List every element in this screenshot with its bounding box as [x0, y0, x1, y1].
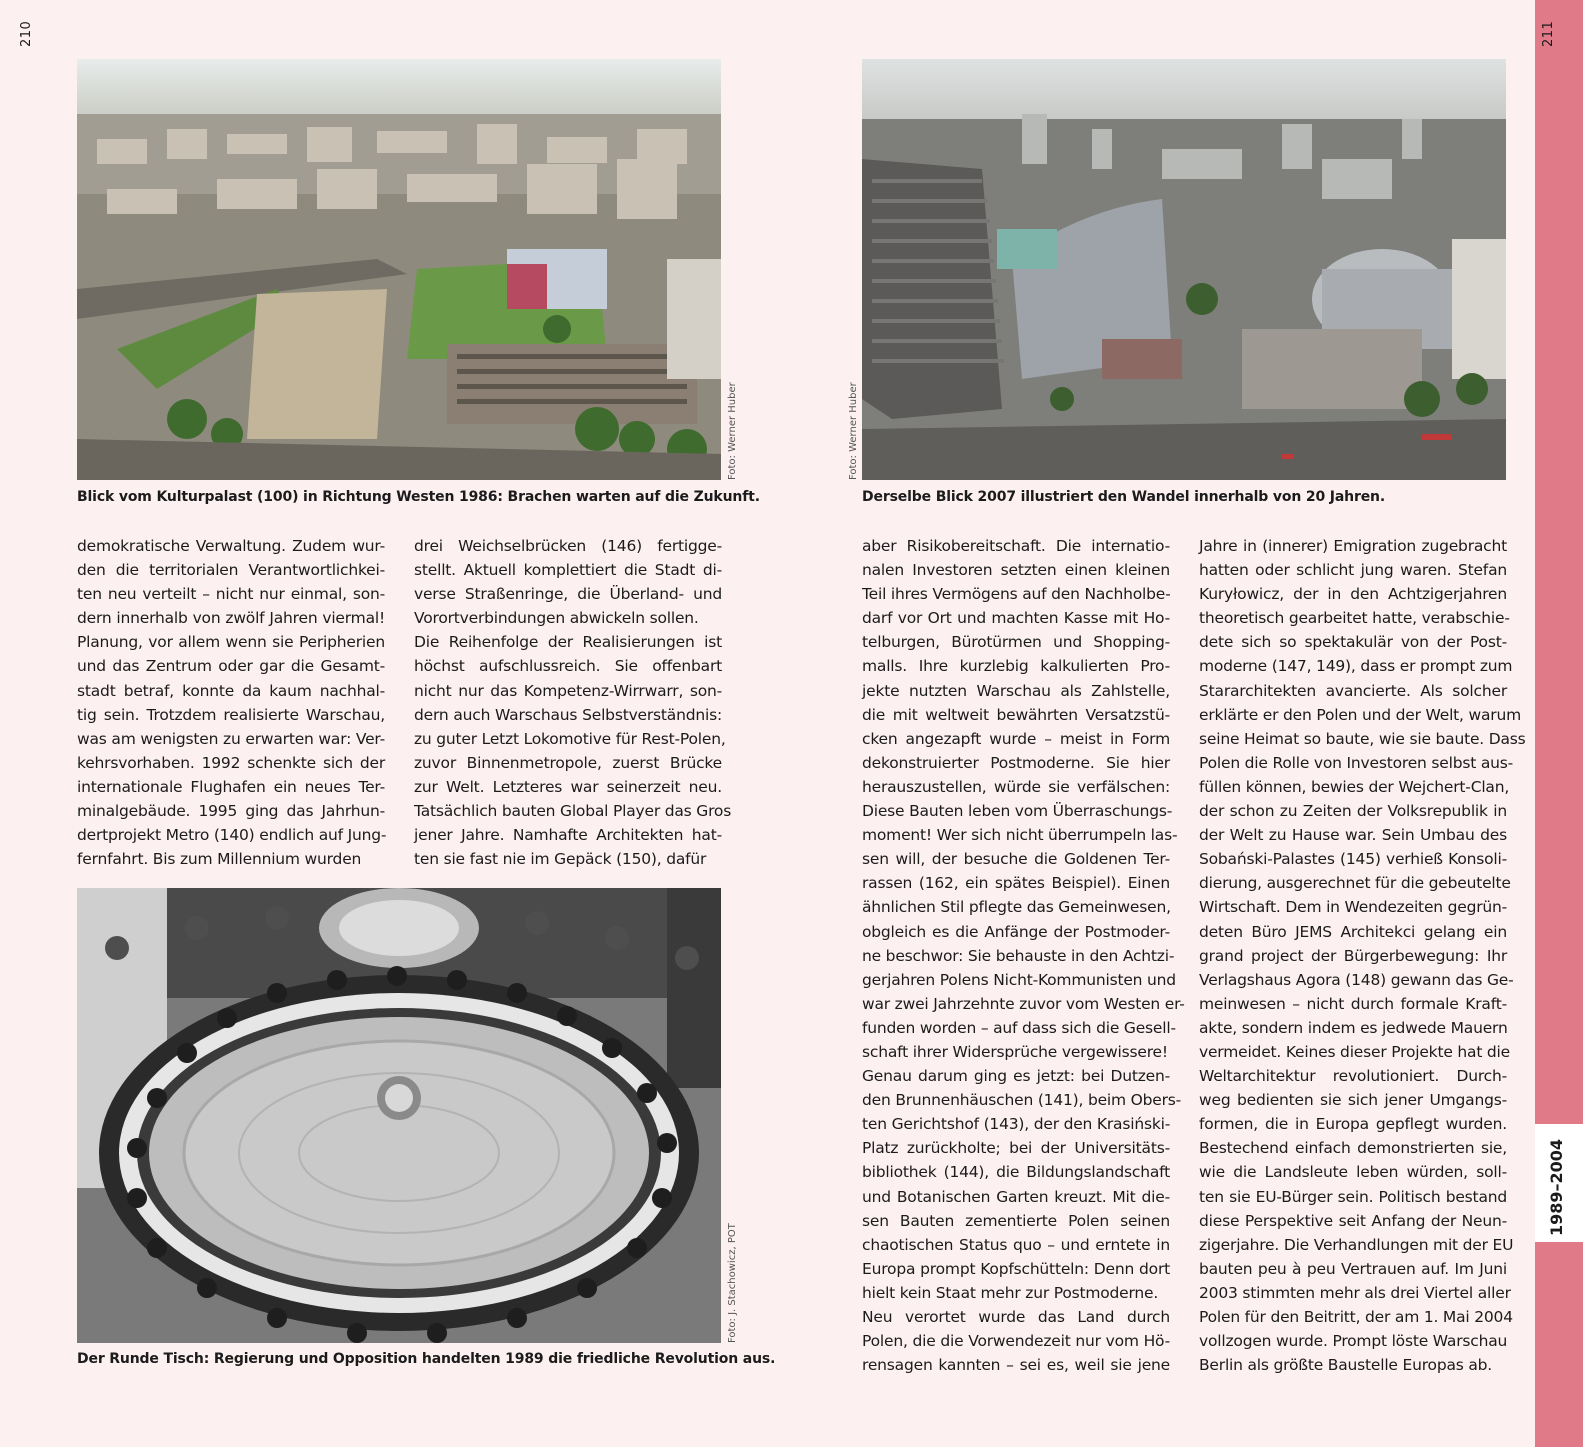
photo-caption: Der Runde Tisch: Regierung und Opposition handelten 1989 die friedliche Revolution aus. — [77, 1351, 776, 1367]
text-line: tig sein. Trotzdem realisierte Warschau, — [77, 705, 385, 724]
text-line: moment! Wer sich nicht überrumpeln las- — [862, 826, 1178, 845]
text-line: Berlin als größte Baustelle Europas ab. — [1199, 1356, 1493, 1375]
text-line: Neu verortet wurde das Land durch — [862, 1308, 1170, 1326]
text-line: 2003 stimmten mehr als drei Viertel aller — [1199, 1283, 1511, 1302]
text-line: verse Straßenringe, die Überland- und — [414, 585, 722, 604]
text-line: Stararchitekten avancierte. Als solcher — [1199, 681, 1507, 700]
text-line: formen, die in Europa gepflegt wurden. — [1199, 1115, 1507, 1134]
text-line: funden worden – auf dass sich die Gesell- — [862, 1018, 1176, 1037]
text-line: und das Zentrum oder gar die Gesamt- — [77, 657, 385, 676]
text-line: Wirtschaft. Dem in Wendezeiten gegrün- — [1199, 898, 1508, 917]
text-line: der schon zu Zeiten der Volksrepublik in — [1199, 802, 1507, 821]
text-line: herauszustellen, würde sie verfälschen: — [862, 777, 1170, 796]
text-line: zigerjahre. Die Verhandlungen mit der EU — [1199, 1235, 1514, 1254]
text-line: ähnlichen Stil pflegte das Gemeinwesen, — [862, 898, 1171, 917]
text-line: seine Heimat so baute, wie sie baute. Dass — [1199, 729, 1526, 748]
text-line: internationale Flughafen ein neues Ter- — [77, 777, 385, 796]
text-line: nicht nur das Kompetenz-Wirrwarr, son- — [414, 681, 722, 700]
text-line: dertprojekt Metro (140) endlich auf Jung- — [77, 826, 387, 845]
text-line: dern innerhalb von zwölf Jahren viermal! — [77, 609, 385, 628]
text-line: Genau darum ging es jetzt: bei Dutzen- — [862, 1067, 1170, 1086]
text-line: Polen die Rolle von Investoren selbst aus- — [1199, 753, 1514, 772]
text-line: Planung, vor allem wenn sie Peripherien — [77, 633, 385, 652]
text-column-1 — [77, 534, 385, 871]
text-line: gerjahren Polens Nicht-Kommunisten und — [862, 970, 1176, 989]
text-line: Verlagshaus Agora (148) gewann das Ge- — [1199, 970, 1514, 989]
text-line: chaotischen Status quo – und erntete in — [862, 1235, 1170, 1254]
text-column-2 — [414, 534, 732, 871]
text-line: fernfahrt. Bis zum Millennium wurden — [77, 850, 362, 869]
text-line: bibliothek (144), die Bildungslandschaft — [862, 1163, 1170, 1182]
text-line: ten sie EU-Bürger sein. Politisch bestand — [1199, 1187, 1507, 1206]
text-line: Polen für den Beitritt, der am 1. Mai 2004 — [1199, 1308, 1513, 1326]
photo-credit: Foto: Werner Huber — [727, 382, 738, 480]
text-line: demokratische Verwaltung. Zudem wur- — [77, 537, 385, 555]
photo-credit: Foto: Werner Huber — [848, 382, 859, 480]
photo-caption: Derselbe Blick 2007 illustriert den Wandel innerhalb von 20 Jahren. — [862, 489, 1386, 505]
text-line: ten Gerichtshof (143), der den Krasiński- — [862, 1115, 1171, 1134]
text-line: sen Bauten zementierte Polen seinen — [862, 1211, 1170, 1230]
text-line: dekonstruierter Postmoderne. Sie hier — [862, 753, 1170, 772]
text-line: minalgebäude. 1995 ging das Jahrhun- — [77, 802, 385, 821]
text-line: dete sich so spektakulär von der Post- — [1199, 633, 1507, 652]
text-line: rassen (162, ein spätes Beispiel). Einen — [862, 874, 1170, 893]
text-line: Weltarchitektur revolutioniert. Durch- — [1199, 1067, 1507, 1086]
text-line: malls. Ihre kurzlebig kalkulierten Pro- — [862, 657, 1170, 676]
text-line: war zwei Jahrzehnte zuvor vom Westen er- — [862, 994, 1185, 1013]
text-line: erklärte er den Polen und der Welt, warum — [1199, 705, 1521, 724]
text-line: cken angezapft wurde – meist in Form — [862, 729, 1170, 748]
text-line: bauten peu à peu Vertrauen auf. Im Juni — [1199, 1259, 1507, 1278]
text-line: vollzogen wurde. Prompt löste Warschau — [1199, 1332, 1508, 1351]
text-line: moderne (147, 149), dass er prompt zum — [1199, 657, 1513, 676]
text-line: den die territorialen Verantwortlichkei- — [77, 561, 385, 580]
photo-warsaw-2007 — [862, 59, 1506, 480]
text-line: Teil ihres Vermögens auf den Nachholbe- — [862, 585, 1171, 604]
text-line: zuvor Binnenmetropole, zuerst Brücke — [414, 753, 722, 772]
photo-warsaw-1986 — [77, 59, 721, 480]
text-line: die mit weltweit bewährten Versatzstü- — [862, 705, 1170, 724]
text-line: Sobański-Palastes (145) verhieß Konsoli- — [1199, 850, 1507, 869]
text-line: höchst aufschlussreich. Sie offenbart — [414, 657, 722, 676]
text-line: theoretisch gearbeitet hatte, verabschie- — [1199, 609, 1510, 628]
page-number-left: 210 — [19, 20, 34, 47]
text-line: Polen, die die Vorwendezeit nur vom Hö- — [862, 1332, 1170, 1351]
text-line: stellt. Aktuell komplettiert die Stadt di- — [414, 561, 722, 580]
text-line: diese Perspektive seit Anfang der Neun- — [1199, 1211, 1507, 1230]
text-line: jekte nutzten Warschau als Zahlstelle, — [862, 681, 1170, 700]
text-line: wie die Landsleute leben würden, soll- — [1199, 1163, 1507, 1182]
text-line: darf vor Ort und machten Kasse mit Ho- — [862, 609, 1170, 628]
text-line: Platz zurückholte; bei der Universitäts- — [862, 1139, 1170, 1158]
text-line: meinwesen – nicht durch formale Kraft- — [1199, 994, 1507, 1013]
text-line: jener Jahre. Namhafte Architekten hat- — [414, 826, 722, 845]
text-line: aber Risikobereitschaft. Die internatio- — [862, 537, 1170, 555]
text-line: nalen Investoren setzten einen kleinen — [862, 561, 1170, 580]
photo-credit: Foto: J. Stachowicz, POT — [727, 1223, 738, 1343]
text-line: Die Reihenfolge der Realisierungen ist — [414, 633, 722, 652]
text-line: füllen können, bewies der Wejchert-Clan, — [1199, 777, 1510, 796]
text-line: weg bedienten sie sich jener Umgangs- — [1199, 1091, 1507, 1110]
text-line: Europa prompt Kopfschütteln: Denn dort — [862, 1259, 1170, 1278]
text-line: ten sie fast nie im Gepäck (150), dafür — [414, 850, 707, 869]
text-line: Jahre in (innerer) Emigration zugebracht — [1199, 537, 1507, 555]
text-line: schaft ihrer Widersprüche vergewissere! — [862, 1042, 1168, 1061]
text-line: drei Weichselbrücken (146) fertigge- — [414, 537, 722, 555]
chapter-years-label: 1989–2004 — [1547, 1138, 1566, 1236]
text-line: Diese Bauten leben vom Überraschungs- — [862, 802, 1173, 821]
text-line: was am wenigsten zu erwarten war: Ver- — [77, 729, 385, 748]
text-line: Vorortverbindungen abwickeln sollen. — [414, 609, 699, 628]
text-line: akte, sondern indem es jedwede Mauern — [1199, 1018, 1508, 1037]
text-line: ne beschwor: Sie behauste in den Achtzi- — [862, 946, 1175, 965]
text-line: den Brunnenhäuschen (141), beim Obers- — [862, 1091, 1182, 1110]
text-line: sen will, der besuche die Goldenen Ter- — [862, 850, 1170, 869]
text-line: obgleich es die Anfänge der Postmoder- — [862, 922, 1170, 941]
photo-caption: Blick vom Kulturpalast (100) in Richtung Westen 1986: Brachen warten auf die Zukunft. — [77, 489, 760, 505]
text-line: telburgen, Bürotürmen und Shopping- — [862, 633, 1170, 652]
text-line: zu guter Letzt Lokomotive für Rest-Polen, — [414, 729, 726, 748]
text-line: deten Büro JEMS Architekci gelang ein — [1199, 922, 1507, 941]
text-line: grand project der Bürgerbewegung: Ihr — [1199, 946, 1507, 965]
text-line: ten neu verteilt – nicht nur einmal, son- — [77, 585, 385, 604]
text-line: Tatsächlich bauten Global Player das Gros — [414, 802, 732, 821]
text-line: hatten oder schlicht jung waren. Stefan — [1199, 561, 1507, 580]
text-line: der Welt zu Hause war. Sein Umbau des — [1199, 826, 1507, 845]
text-line: hielt kein Staat mehr zur Postmoderne. — [862, 1283, 1159, 1302]
text-line: Bestechend einfach demonstrierten sie, — [1199, 1139, 1507, 1158]
text-line: rensagen kannten – sei es, weil sie jene — [862, 1356, 1170, 1375]
text-line: stadt betraf, konnte da kaum nachhal- — [77, 681, 385, 700]
text-line: Kuryłowicz, der in den Achtzigerjahren — [1199, 585, 1507, 604]
text-column-4 — [1199, 534, 1526, 1377]
text-line: kehrsvorhaben. 1992 schenkte sich der — [77, 753, 385, 772]
page-number-right: 211 — [1541, 20, 1556, 47]
photo-round-table — [77, 888, 721, 1343]
text-line: und Botanischen Garten kreuzt. Mit die- — [862, 1187, 1170, 1206]
text-line: dern auch Warschaus Selbstverständnis: — [414, 705, 722, 724]
text-line: vermeidet. Keines dieser Projekte hat die — [1199, 1042, 1511, 1061]
text-line: zur Welt. Letzteres war seinerzeit neu. — [414, 777, 722, 796]
text-line: dierung, ausgerechnet für die gebeutelte — [1199, 874, 1511, 893]
text-column-3 — [862, 534, 1185, 1377]
